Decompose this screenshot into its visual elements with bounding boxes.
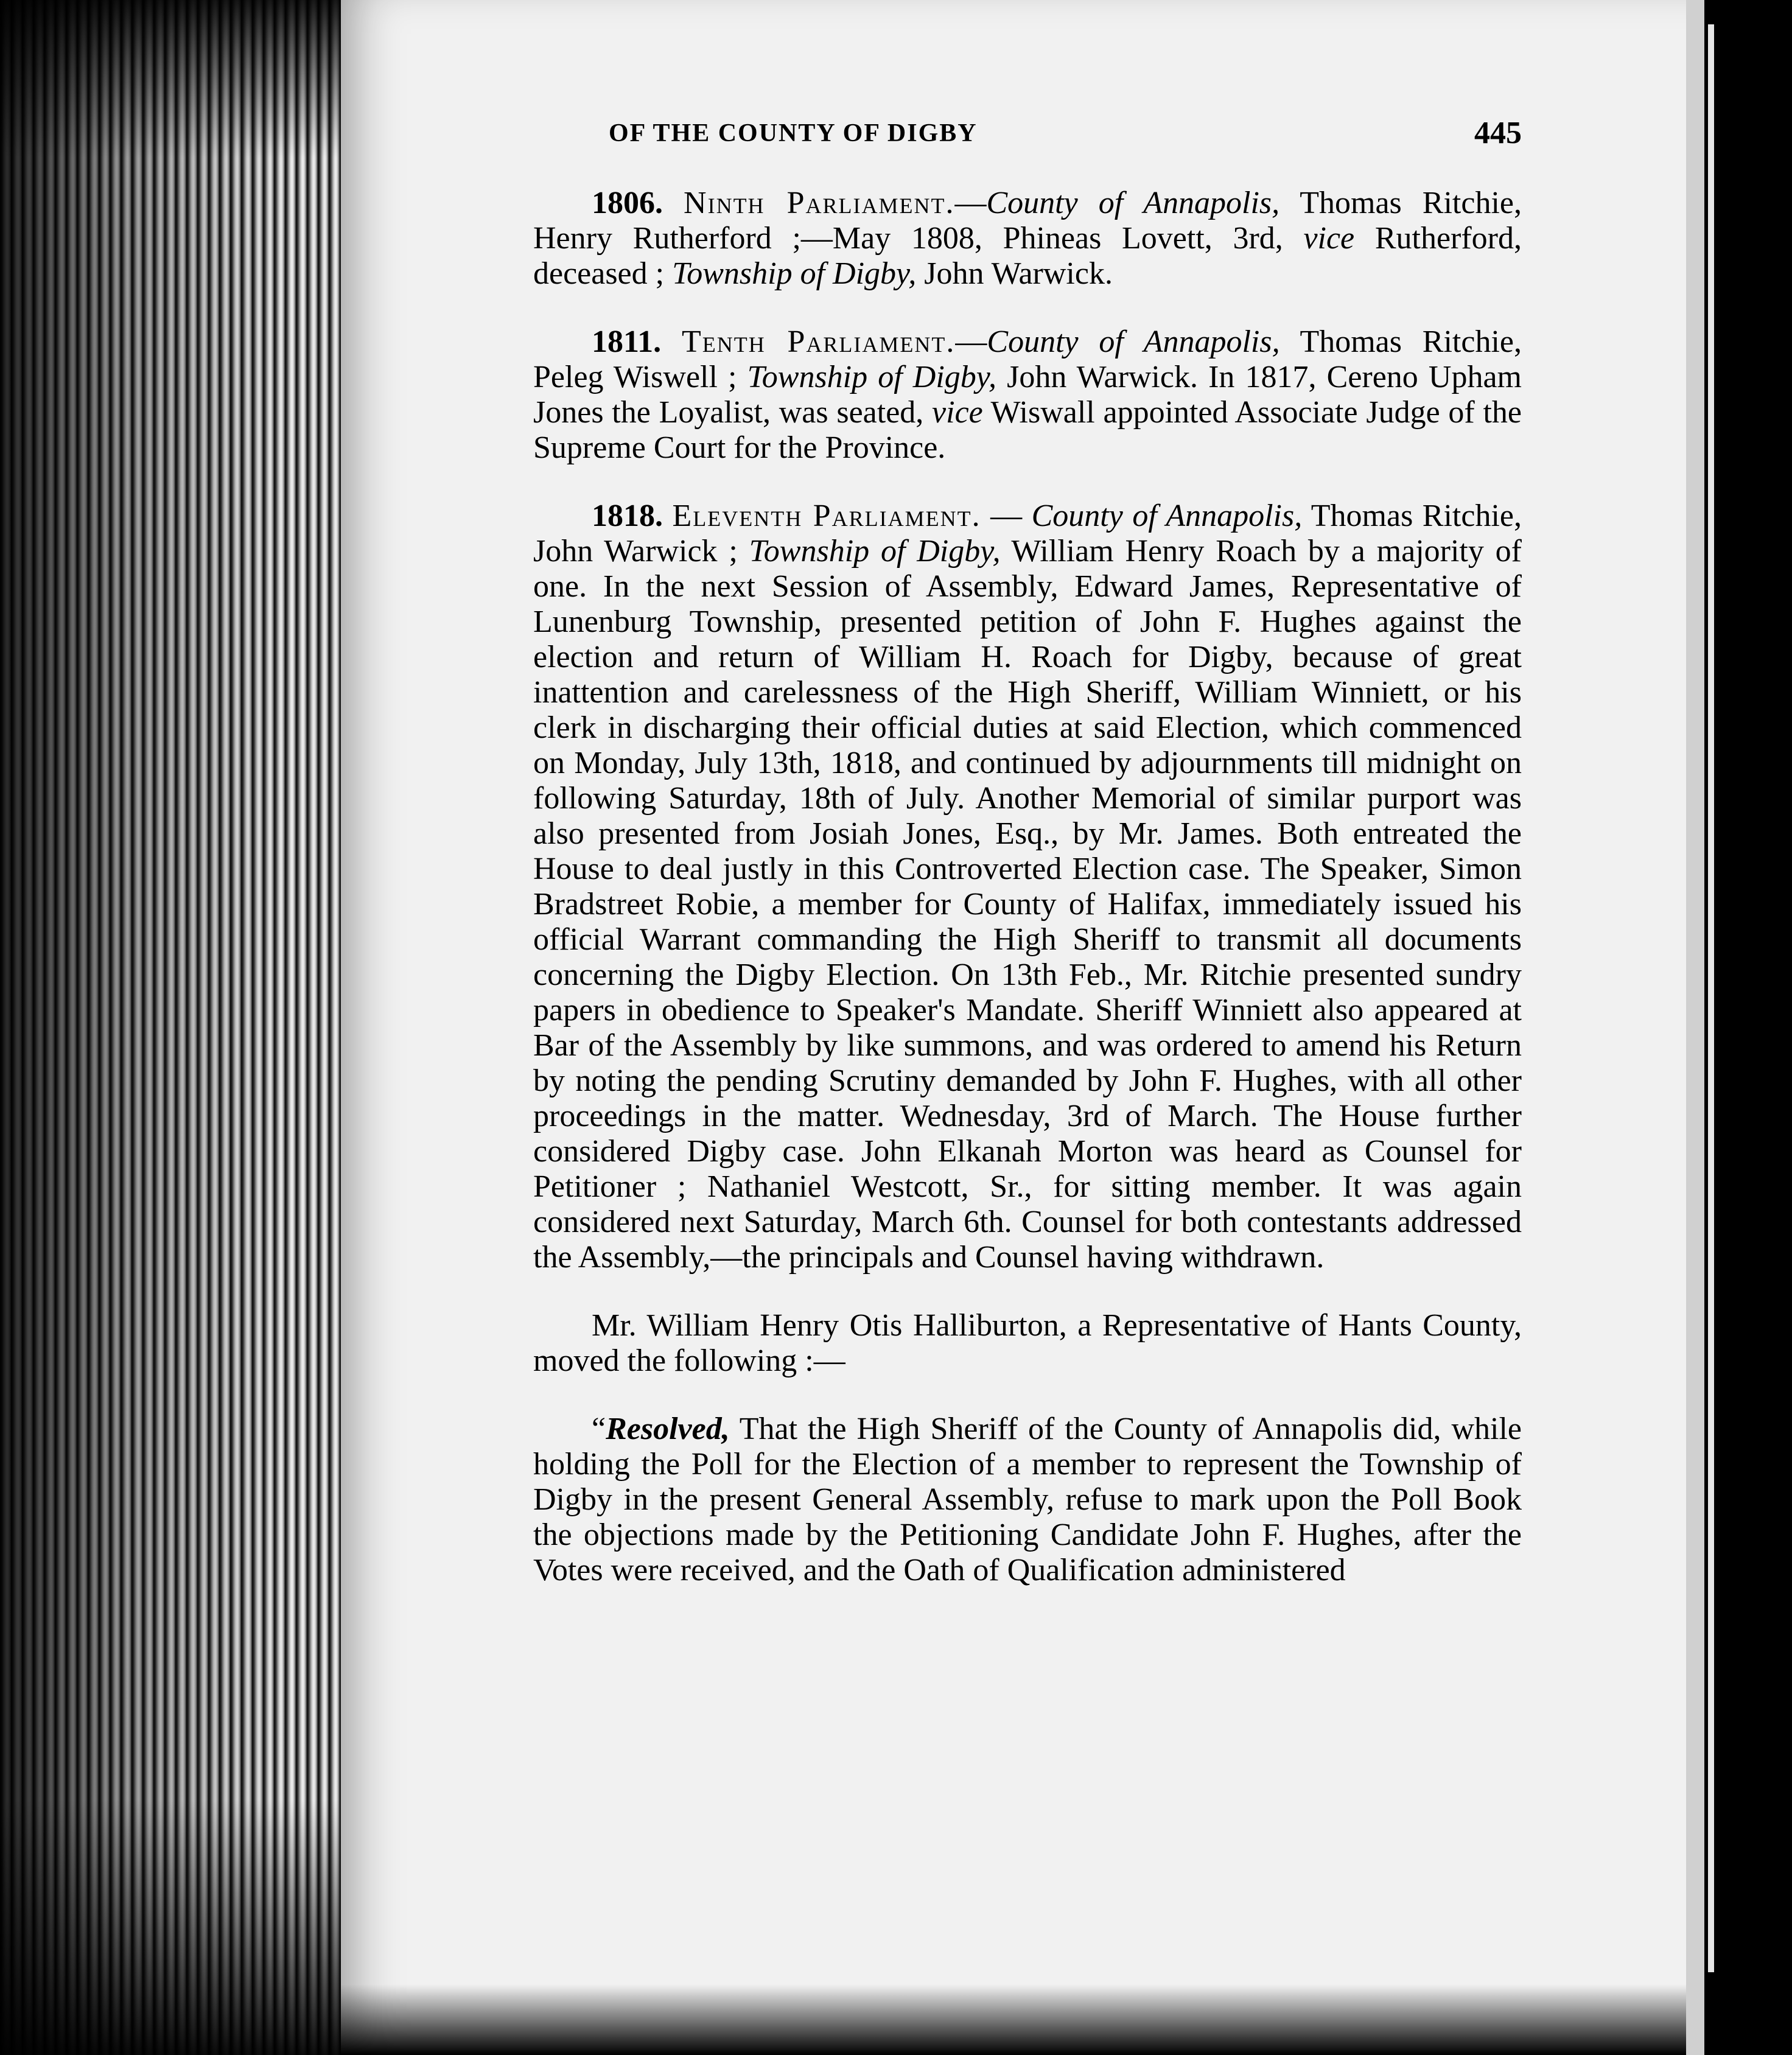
scan-right-border [1686,0,1792,2055]
entry-text: John Warwick. [916,256,1113,291]
entry-text: John Warwick. In 1817, Cereno Upham Jones the Loyalist, was seated, [533,360,1522,430]
county-label: County of Annapolis, [1031,499,1303,533]
book-page-edges [0,0,365,2055]
entry-heading: Eleventh Parliament. [672,499,981,533]
vice-word: vice [1303,221,1355,256]
paragraph-text: That the High Sheriff of the County of Annapolis did, while holding the Poll for the Election of a member to represent the Township of Digby in the present General Assembly, refuse to mark upon the Poll Book the objections made by the Petitioning Candidate John F. Hughes, after the Votes were received, and the Oath of Qualification administered [533,1412,1522,1588]
entry-year: 1811. [592,324,662,359]
entry-heading: Tenth Parliament. [681,324,956,359]
paragraph-text: Mr. William Henry Otis Halliburton, a Representative of Hants County, moved the following :— [533,1308,1522,1378]
resolved-word: Resolved, [606,1412,730,1446]
entry-text: Rutherford, deceased ; [533,221,1522,291]
entry-year: 1806. [592,186,663,220]
township-label: Township of Digby, [672,256,917,291]
paragraph-resolution [533,1412,1522,1588]
county-label: County of Annapolis, [986,186,1280,220]
township-label: Township of Digby, [749,534,1001,569]
entry-text: Thomas Ritchie, John Warwick ; [533,499,1522,569]
running-title: OF THE COUNTY OF DIGBY [609,119,978,147]
paragraph-halliburton [533,1308,1522,1379]
paragraph-1818: 1818. Eleventh Parliament. — County of Annapolis, Thomas Ritchie, John Warwick ; Township of Digby, William Henry Roach by a majority of one. In the next Session of Assembly, Edward James, Representative of Lunenburg Township, presented petition of John F. Hughes against the election and return of William H. Roach for Digby, because of great inattention and carelessness of the High Sheriff, William Winniett, or his clerk in discharging their official duties at said Election, which commenced on Monday, July 13th, 1818, and continued by adjournments till midnight on following Saturday, 18th of July. Another Memorial of similar purport was also presented from Josiah Jones, Esq., by Mr. James. Both entreated the House to deal justly in this Controverted Election case. The Speaker, Simon Bradstreet Robie, a member for County of Halifax, immediately issued his official Warrant commanding the High Sheriff to transmit all documents concerning the Digby Election. On 13th Feb., Mr. Ritchie presented sundry papers in obedience to Speaker's Mandate. Sheriff Winniett also appeared at Bar of the Assembly by like summons, and was ordered to amend his Return by noting the pending Scrutiny demanded by John F. Hughes, with all other proceedings in the matter. Wednesday, 3rd of March. The House further considered Digby case. John Elkanah Morton was heard as Counsel for Petitioner ; Nathaniel Westcott, Sr., for sitting member. It was again considered next Saturday, March 6th. Counsel for both contestants addressed the Assembly,—the principals and Counsel having withdrawn. [533,499,1522,1275]
county-label: County of Annapolis, [987,324,1280,359]
entry-text: William Henry Roach by a majority of one. In the next Session of Assembly, Edward James, Representative of Lunenburg Township, presented petition of John F. Hughes against the election and return of William H. Roach for Digby, because of great inattention and carelessness of the High Sheriff, William Winniett, or his clerk in discharging their official duties at said Election, which commenced on Monday, July 13th, 1818, and continued by adjournments till midnight on following Saturday, 18th of July. Another Memorial of similar purport was also presented from Josiah Jones, Esq., by Mr. James. Both entreated the House to deal justly in this Controverted Election case. The Speaker, Simon Bradstreet Robie, a member for County of Halifax, immediately issued his official Warrant commanding the High Sheriff to transmit all documents concerning the Digby Election. On 13th Feb., Mr. Ritchie presented sundry papers in obedience to Speaker's Mandate. Sheriff Winniett also appeared at Bar of the Assembly by like summons, and was ordered to amend his Return by noting the pending Scrutiny demanded by John F. Hughes, with all other proceedings in the matter. Wednesday, 3rd of March. The House further considered Digby case. John Elkanah Morton was heard as Counsel for Petitioner ; Nathaniel Westcott, Sr., for sitting member. It was again considered next Saturday, March 6th. Counsel for both contestants addressed the Assembly,—the principals and Counsel having withdrawn. [533,534,1522,1275]
edge-shading-bottom [0,1799,365,2055]
edge-shading [0,0,365,2055]
open-quote: “ [592,1412,606,1446]
township-label: Township of Digby, [747,360,997,394]
page-body [533,186,1522,1621]
paragraph-1811: 1811. Tenth Parliament.—County of Annapolis, Thomas Ritchie, Peleg Wiswell ; Township of Digby, John Warwick. In 1817, Cereno Upham Jones the Loyalist, was seated, vice Wiswall appointed Associate Judge of the Supreme Court for the Province. [533,324,1522,465]
entry-text: Thomas Ritchie, Peleg Wiswell ; [533,324,1522,394]
entry-heading: Ninth Parliament. [684,186,955,220]
entry-text: Wiswall appointed Associate Judge of the Supreme Court for the Province. [533,395,1522,465]
entry-text: Thomas Ritchie, Henry Rutherford ;—May 1808, Phineas Lovett, 3rd, [533,186,1522,256]
edge-shading-top [0,0,365,158]
entry-year: 1818. [592,499,663,533]
vice-word: vice [932,395,983,430]
paragraph-1806: 1806. Ninth Parliament.—County of Annapolis, Thomas Ritchie, Henry Rutherford ;—May 1808, Phineas Lovett, 3rd, vice Rutherford, deceased ; Township of Digby, John Warwick. [533,186,1522,291]
page-edge-line [1708,24,1714,1972]
page-number: 445 [1474,116,1522,150]
page-header [572,116,1522,161]
page-edge-strip [1686,0,1704,2055]
page-bottom-shadow [341,1984,1686,2055]
